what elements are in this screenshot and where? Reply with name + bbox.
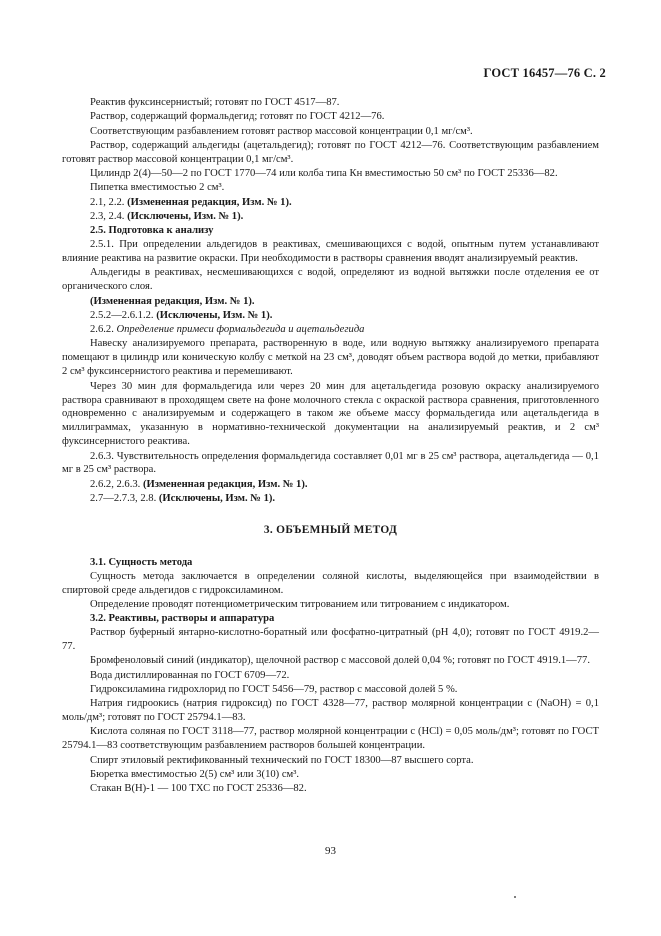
amendment-text: (Исключены, Изм. № 1). bbox=[156, 309, 273, 321]
paragraph: Натрия гидроокись (натрия гидроксид) по ГОСТ 4328—77, раствор молярной концентрации c (NaOH) = 0,1 моль/дм³; готовят по ГОСТ 25794.1—83. bbox=[62, 698, 599, 724]
amendment-text: (Исключены, Изм. № 1). bbox=[158, 493, 276, 505]
amendment-note bbox=[62, 210, 599, 224]
page-number: 93 bbox=[325, 845, 336, 857]
paragraph: Цилиндр 2(4)—50—2 по ГОСТ 1770—74 или колба типа Кн вместимостью 50 см³ по ГОСТ 25336—82. bbox=[90, 168, 558, 180]
amendment-ref: 2.3, 2.4. bbox=[90, 210, 128, 222]
paragraph: 2.5.1. При определении альдегидов в реактивах, смешивающихся с водой, опытным путем устанавливают влияние реактива на развитие окраски. При необходимости в растворы сравнения вводят анализируемый реактив. bbox=[62, 239, 599, 265]
paragraph: Раствор буферный янтарно-кислотно-боратный или фосфатно-цитратный (pH 4,0); готовят по ГОСТ 4919.2—77. bbox=[62, 627, 599, 653]
subsection-heading: 3.2. Реактивы, растворы и аппаратура bbox=[90, 613, 275, 625]
paragraph: 2.6.3. Чувствительность определения формальдегида составляет 0,01 мг в 25 см³ раствора, ацетальдегида — 0,1 мг в 25 см³ раствора. bbox=[62, 450, 599, 476]
paragraph: Определение проводят потенциометрическим титрованием или титрованием с индикатором. bbox=[90, 598, 510, 610]
paragraph: Вода дистиллированная по ГОСТ 6709—72. bbox=[90, 669, 290, 681]
paragraph: Бюретка вместимостью 2(5) см³ или 3(10) см³. bbox=[90, 768, 300, 780]
amendment-ref: 2.5.2—2.6.1.2. bbox=[90, 309, 157, 321]
clause-title: Определение примеси формальдегида и ацетальдегида bbox=[116, 324, 365, 336]
amendment-note bbox=[62, 196, 599, 210]
page-header: ГОСТ 16457—76 С. 2 bbox=[483, 66, 606, 80]
amendment-text: (Измененная редакция, Изм. № 1). bbox=[127, 196, 292, 208]
paragraph: Бромфеноловый синий (индикатор), щелочной раствор с массовой долей 0,04 %; готовят по ГОСТ 4919.1—77. bbox=[90, 655, 590, 667]
amendment-note bbox=[62, 478, 599, 492]
amendment-text: (Измененная редакция, Изм. № 1). bbox=[142, 478, 308, 490]
clause-number: 2.6.2. bbox=[90, 324, 117, 336]
paragraph: Альдегиды в реактивах, несмешивающихся с водой, определяют из водной вытяжки после отделения ее от органического слоя. bbox=[62, 267, 599, 293]
paragraph: Раствор, содержащий формальдегид; готовят по ГОСТ 4212—76. bbox=[90, 111, 385, 123]
paragraph: Пипетка вместимостью 2 см³. bbox=[90, 182, 225, 194]
amendment-ref: 2.7—2.7.3, 2.8. bbox=[90, 493, 159, 505]
paragraph: Стакан В(Н)-1 — 100 ТХС по ГОСТ 25336—82. bbox=[90, 783, 307, 795]
subsection-heading: 3.1. Сущность метода bbox=[90, 556, 193, 568]
paragraph: Навеску анализируемого препарата, растворенную в воде, или водную вытяжку анализируемого препарата помещают в цилиндр или коническую колбу с меткой на 23 см³, доводят объем раствора водой до метки, прибавляют 2 см³ фуксинсернистого реактива и перемешивают. bbox=[62, 338, 599, 378]
amendment-ref: 2.6.2, 2.6.3. bbox=[90, 478, 143, 490]
amendment-note bbox=[62, 309, 599, 323]
amendment-note: (Измененная редакция, Изм. № 1). bbox=[90, 295, 255, 307]
section-heading: 3. ОБЪЕМНЫЙ МЕТОД bbox=[263, 523, 398, 536]
paragraph: Реактив фуксинсернистый; готовят по ГОСТ 4517—87. bbox=[90, 97, 340, 108]
subsection-heading: 2.5. Подготовка к анализу bbox=[90, 225, 214, 237]
paragraph: Сущность метода заключается в определении соляной кислоты, выделяющейся при взаимодействии в спиртовой среде альдегидов с гидроксиламином. bbox=[62, 570, 599, 596]
document-body bbox=[62, 96, 599, 797]
paragraph: Соответствующим разбавлением готовят раствор массовой концентрации 0,1 мг/см³. bbox=[90, 125, 473, 137]
amendment-note bbox=[62, 492, 599, 506]
paragraph: Кислота соляная по ГОСТ 3118—77, раствор молярной концентрации c (HCl) = 0,05 моль/дм³; готовят по ГОСТ 25794.1—83 соответствующим разбавлением растворов большей концентрации. bbox=[62, 726, 599, 752]
scan-speck bbox=[514, 896, 516, 898]
paragraph: Через 30 мин для формальдегида или через 20 мин для ацетальдегида розовую окраску анализируемого раствора сравнивают в проходящем свете на фоне молочного стекла с окраской раствора сравнения, приготовленного одновременно с анализируемым и содержащего в таком же объеме массу формальдегида или ацетальдегида в миллиграммах, указанную в нормативно-технической документации на анализируемый реактив, и 2 см³ фуксинсернистого реактива. bbox=[62, 380, 599, 448]
paragraph: Гидроксиламина гидрохлорид по ГОСТ 5456—79, раствор с массовой долей 5 %. bbox=[90, 683, 458, 695]
paragraph bbox=[62, 323, 599, 337]
amendment-ref: 2.1, 2.2. bbox=[90, 196, 128, 208]
paragraph: Спирт этиловый ректификованный технический по ГОСТ 18300—87 высшего сорта. bbox=[90, 754, 474, 766]
paragraph: Раствор, содержащий альдегиды (ацетальдегид); готовят по ГОСТ 4212—76. Соответствующим разбавлением готовят раствор массовой концентрации 0,1 мг/см³. bbox=[62, 139, 599, 165]
amendment-text: (Исключены, Изм. № 1). bbox=[127, 210, 244, 222]
